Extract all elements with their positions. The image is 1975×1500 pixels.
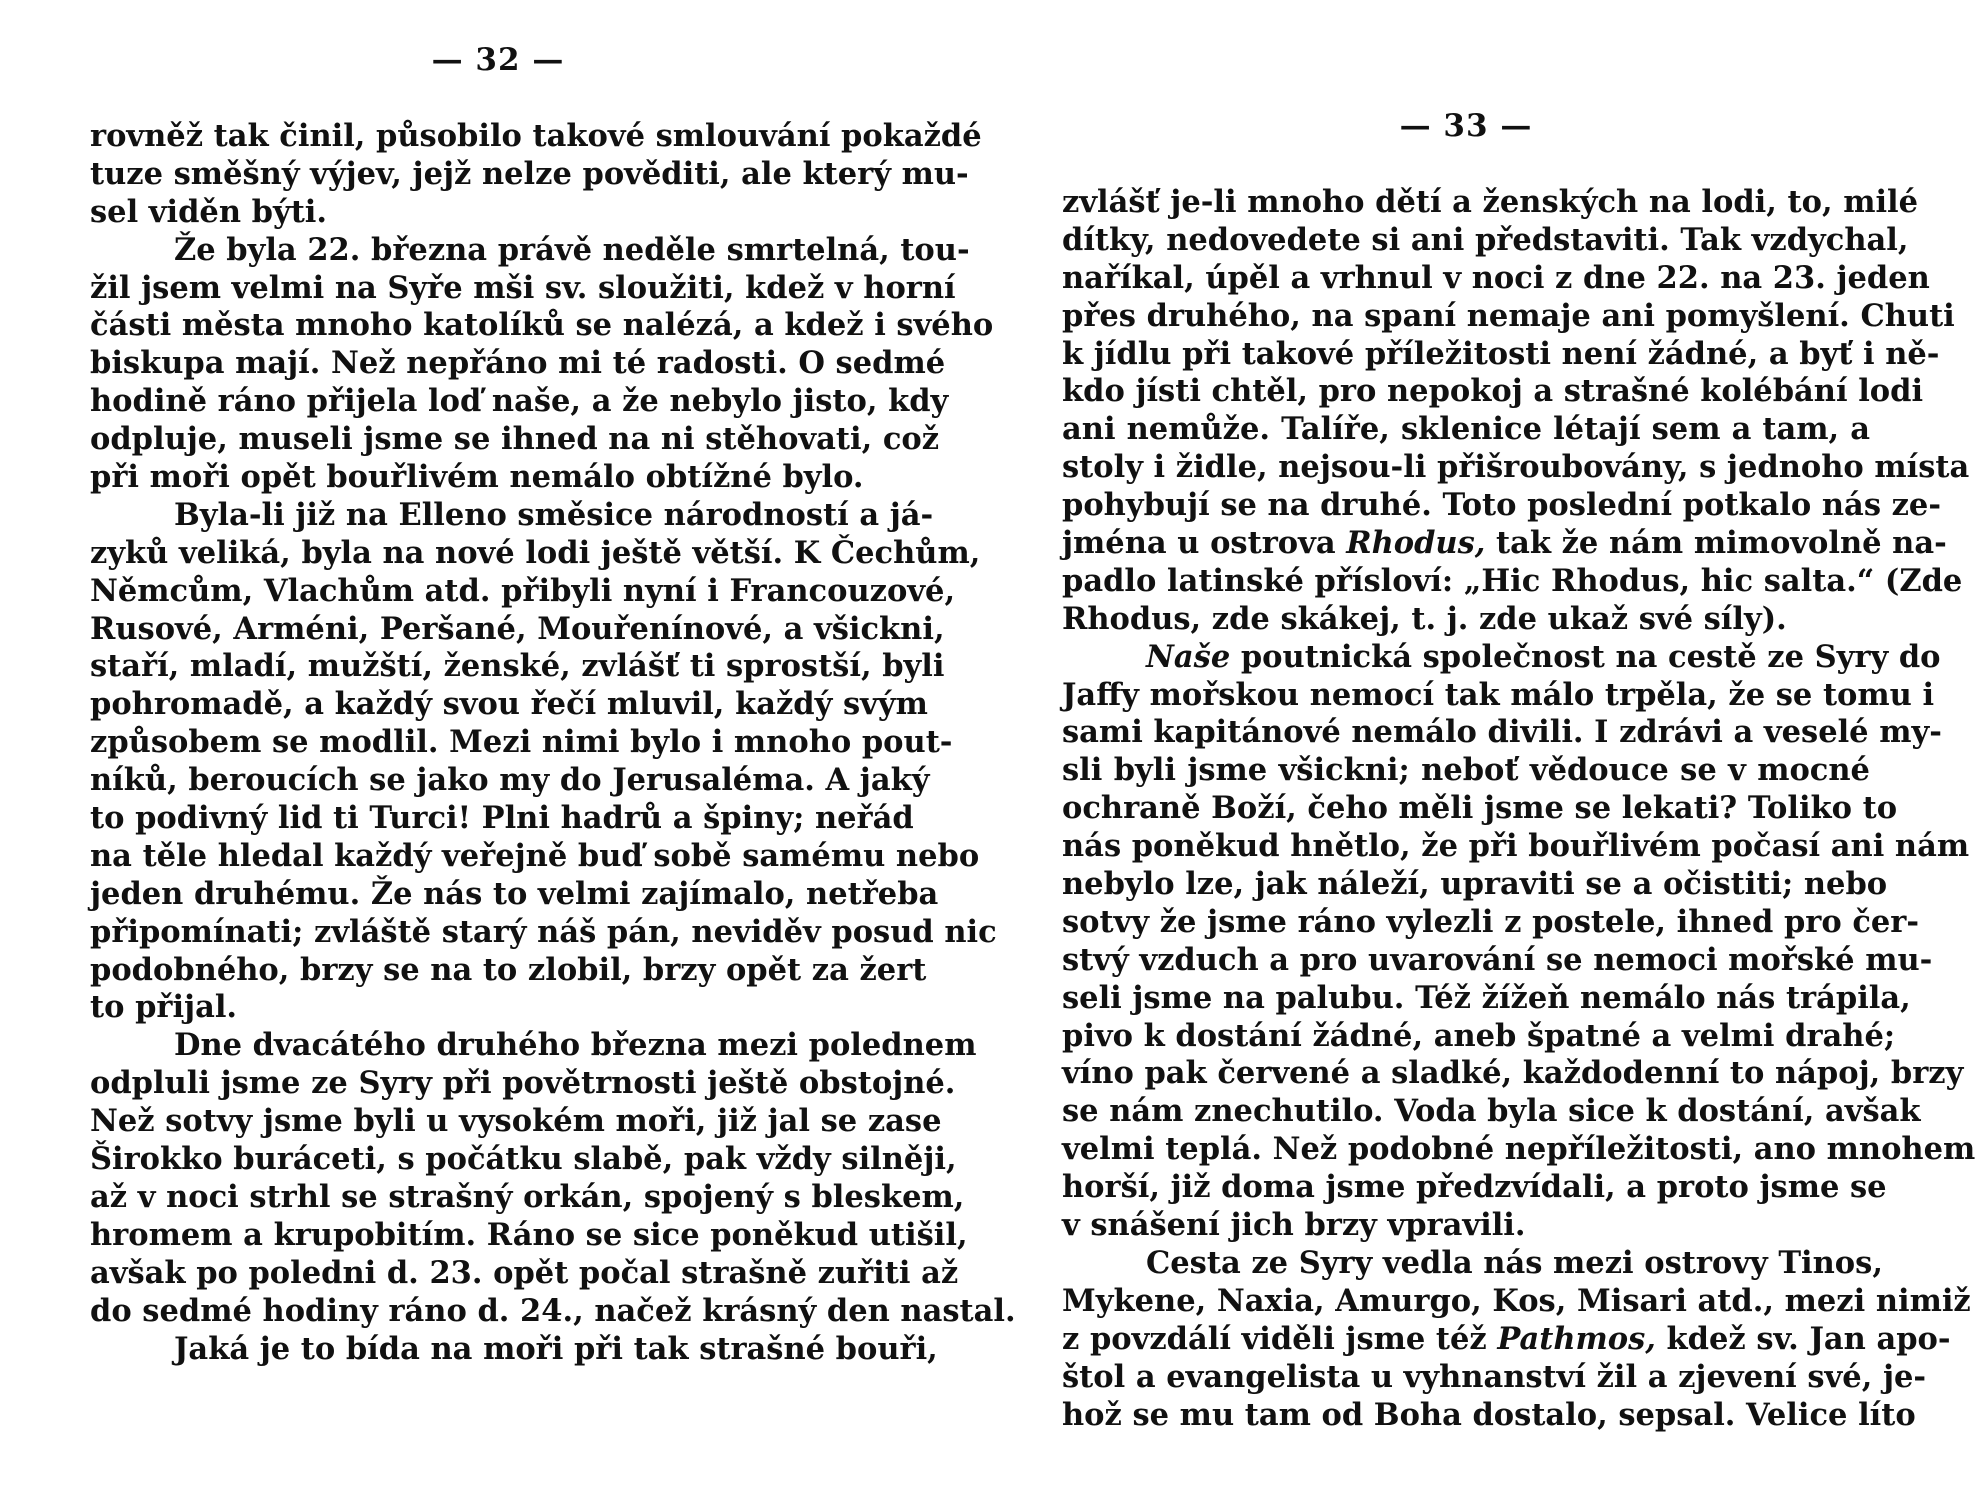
text-line: zyků veliká, byla na nové lodi ještě větší. K Čechům,: [90, 534, 981, 571]
text-line: jeden druhému. Že nás to velmi zajímalo, netřeba: [90, 875, 939, 912]
text-line: Mykene, Naxia, Amurgo, Kos, Misari atd., mezi nimiž: [1062, 1282, 1971, 1319]
text-line: části města mnoho katolíků se nalézá, a kdež i svého: [90, 307, 994, 344]
text-line: sami kapitánové nemálo divili. I zdrávi a veselé my-: [1062, 714, 1942, 751]
text-line: sli byli jsme všickni; neboť vědouce se v mocné: [1062, 752, 1870, 789]
text-line: rovněž tak činil, působilo takové smlouvání pokaždé: [90, 118, 982, 154]
text-line: hromem a krupobitím. Ráno se sice poněkud utišil,: [90, 1216, 968, 1253]
text-line: podobného, brzy se na to zlobil, brzy opět za žert: [90, 951, 927, 988]
text-line: Rusové, Arméni, Peršané, Mouřenínové, a všickni,: [90, 610, 945, 647]
text-line: padlo latinské přísloví: „Hic Rhodus, hic salta.“ (Zde: [1062, 562, 1963, 599]
text-line: odpluli jsme ze Syry při povětrnosti ještě obstojné.: [90, 1065, 956, 1102]
text-line: nás poněkud hnětlo, že při bouřlivém počasí ani nám: [1062, 828, 1970, 865]
text-line: stoly i židle, nejsou-li přišroubovány, s jednoho místa: [1062, 449, 1970, 486]
text-line: odpluje, museli jsme se ihned na ni stěhovati, což: [90, 421, 940, 458]
text-line: biskupa mají. Než nepřáno mi té radosti. O sedmé: [90, 345, 946, 382]
text-line: připomínati; zvláště starý náš pán, neviděv posud nic: [90, 913, 997, 950]
text-line: jména u ostrova Rhodus, tak že nám mimovolně na-: [1062, 525, 1947, 562]
text-line: avšak po poledni d. 23. opět počal strašně zuřiti až: [90, 1254, 959, 1291]
page-text: [1062, 184, 1975, 1434]
text-line: horší, již doma jsme předzvídali, a proto jsme se: [1062, 1169, 1887, 1206]
text-line: žil jsem velmi na Syře mši sv. sloužiti, kdež v horní: [90, 269, 956, 306]
page-text: [90, 118, 1016, 1368]
text-line: až v noci strhl se strašný orkán, spojený s bleskem,: [90, 1178, 965, 1215]
text-line: způsobem se modlil. Mezi nimi bylo i mnoho pout-: [90, 724, 953, 761]
text-line: štol a evangelista u vyhnanství žil a zjevení své, je-: [1062, 1358, 1927, 1395]
text-line: seli jsme na palubu. Též žížeň nemálo nás trápila,: [1062, 979, 1911, 1016]
text-line: sel viděn býti.: [90, 193, 327, 230]
page-number: — 32 —: [431, 42, 565, 78]
text-line: hož se mu tam od Boha dostalo, sepsal. Velice líto: [1062, 1396, 1916, 1433]
text-line: kdo jísti chtěl, pro nepokoj a strašné kolébání lodi: [1062, 373, 1924, 410]
text-line: přes druhého, na spaní nemaje ani pomyšlení. Chuti: [1062, 297, 1955, 334]
text-line: to přijal.: [90, 989, 238, 1026]
text-line: pohybují se na druhé. Toto poslední potkalo nás ze-: [1062, 487, 1941, 524]
text-line: Že byla 22. března právě neděle smrtelná, tou-: [174, 231, 970, 268]
text-line: níků, beroucích se jako my do Jerusaléma. A jaký: [90, 762, 930, 799]
text-line: pohromadě, a každý svou řečí mluvil, každý svým: [90, 686, 928, 723]
text-line: naříkal, úpěl a vrhnul v noci z dne 22. na 23. jeden: [1062, 259, 1930, 296]
text-line: ani nemůže. Talíře, sklenice létají sem a tam, a: [1062, 411, 1870, 448]
text-line: na těle hledal každý veřejně buď sobě samému nebo: [90, 837, 980, 874]
text-line: Byla-li již na Elleno směsice národností a já-: [174, 496, 934, 533]
text-line: Cesta ze Syry vedla nás mezi ostrovy Tinos,: [1146, 1244, 1883, 1281]
text-line: to podivný lid ti Turci! Plni hadrů a špiny; neřád: [90, 800, 914, 837]
text-line: z povzdálí viděli jsme též Pathmos, kdež sv. Jan apo-: [1062, 1320, 1951, 1357]
text-line: se nám znechutilo. Voda byla sice k dostání, avšak: [1062, 1093, 1921, 1130]
text-line: tuze směšný výjev, jejž nelze pověditi, ale který mu-: [90, 155, 969, 192]
text-line: dítky, nedovedete si ani představiti. Tak vzdychal,: [1062, 221, 1909, 258]
text-line: Naše poutnická společnost na cestě ze Syry do: [1146, 638, 1941, 675]
text-line: Jaffy mořskou nemocí tak málo trpěla, že se tomu i: [1062, 676, 1935, 713]
text-line: ochraně Boží, čeho měli jsme se lekati? Toliko to: [1062, 790, 1898, 827]
text-line: velmi teplá. Než podobné nepříležitosti, ano mnohem: [1062, 1131, 1975, 1168]
text-line: staří, mladí, mužští, ženské, zvlášť ti sprostší, byli: [90, 648, 945, 685]
text-line: nebylo lze, jak náleží, upraviti se a očistiti; nebo: [1062, 866, 1888, 903]
text-line: pivo k dostání žádné, aneb špatné a velmi drahé;: [1062, 1017, 1896, 1054]
text-line: zvlášť je-li mnoho dětí a ženských na lodi, to, milé: [1062, 184, 1919, 220]
text-line: Než sotvy jsme byli u vysokém moři, již jal se zase: [90, 1103, 942, 1140]
text-line: v snášení jich brzy vpravili.: [1062, 1207, 1526, 1244]
text-line: Jaká je to bída na moři při tak strašné bouři,: [174, 1330, 938, 1367]
text-line: při moři opět bouřlivém nemálo obtížné bylo.: [90, 459, 864, 496]
text-line: do sedmé hodiny ráno d. 24., načež krásný den nastal.: [90, 1292, 1016, 1329]
text-line: Rhodus, zde skákej, t. j. zde ukaž své síly).: [1062, 600, 1787, 637]
page-number: — 33 —: [1399, 108, 1533, 144]
text-line: Dne dvacátého druhého března mezi polednem: [174, 1027, 977, 1064]
text-line: sotvy že jsme ráno vylezli z postele, ihned pro čer-: [1062, 903, 1920, 940]
text-line: hodině ráno přijela loď naše, a že nebylo jisto, kdy: [90, 383, 949, 420]
text-line: víno pak červené a sladké, každodenní to nápoj, brzy: [1062, 1055, 1964, 1092]
text-line: stvý vzduch a pro uvarování se nemoci mořské mu-: [1062, 941, 1933, 978]
text-line: Širokko buráceti, s počátku slabě, pak vždy silněji,: [90, 1141, 957, 1178]
text-line: Němcům, Vlachům atd. přibyli nyní i Francouzové,: [90, 572, 956, 609]
text-line: k jídlu při takové příležitosti není žádné, a byť i ně-: [1062, 335, 1940, 372]
